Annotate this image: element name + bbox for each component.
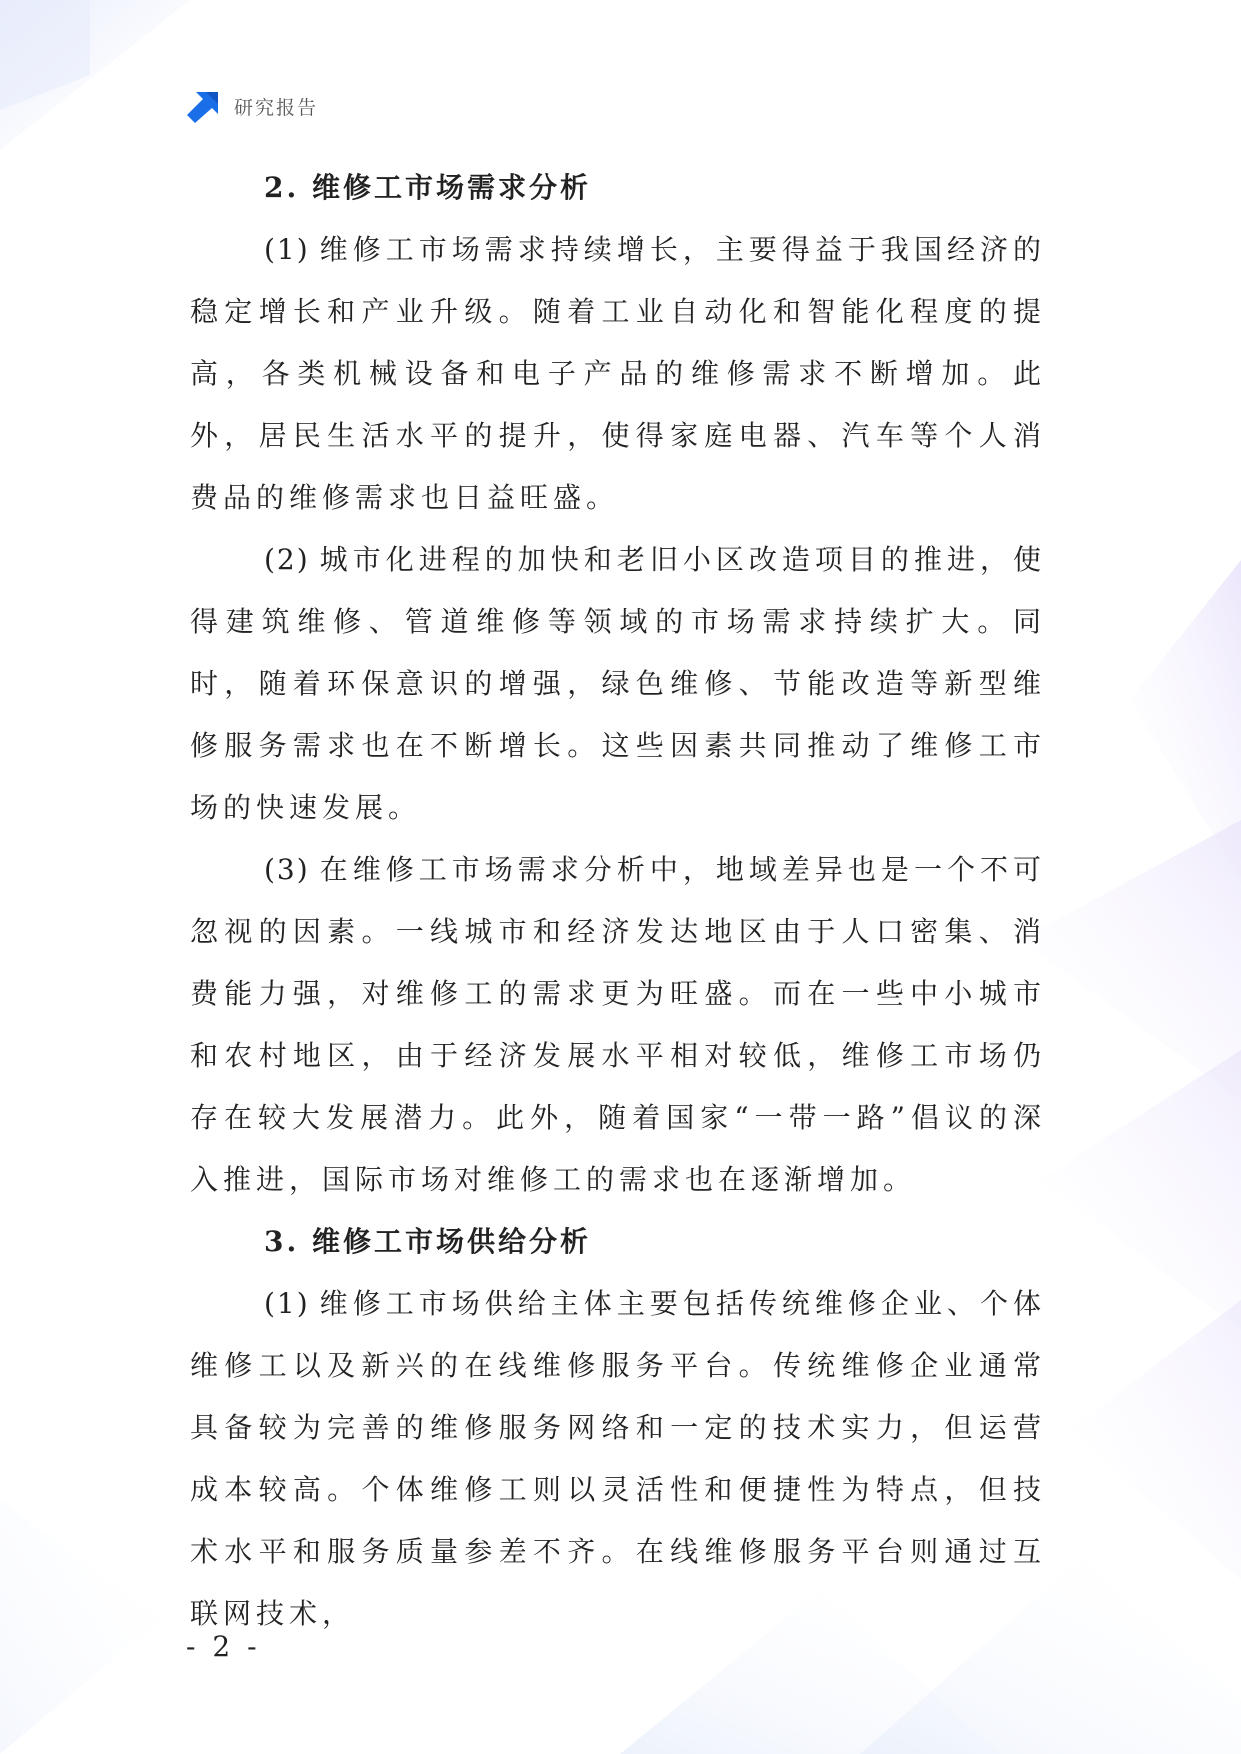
arrow-up-right-icon	[186, 88, 222, 124]
paragraph-text: 维修工市场需求持续增长，主要得益于我国经济的稳定增长和产业升级。随着工业自动化和智能化程度的提高，各类机械设备和电子产品的维修需求不断增加。此外，居民生活水平的提升，使得家庭电器、汽车等个人消费品的维修需求也日益旺盛。	[190, 233, 1046, 514]
section-heading: 3. 维修工市场供给分析	[264, 1225, 591, 1258]
section-heading: 2. 维修工市场需求分析	[264, 171, 591, 204]
paragraph	[190, 529, 1046, 839]
paragraph-number: (3)	[264, 853, 310, 886]
paragraph	[190, 839, 1046, 1211]
paragraph-text: 城市化进程的加快和老旧小区改造项目的推进，使得建筑维修、管道维修等领域的市场需求持续扩大。同时，随着环保意识的增强，绿色维修、节能改造等新型维修服务需求也在不断增长。这些因素共同推动了维修工市场的快速发展。	[190, 543, 1046, 824]
page-header	[186, 88, 318, 124]
paragraph	[190, 219, 1046, 529]
page-number: - 2 -	[186, 1630, 261, 1663]
report-body	[190, 157, 1046, 1645]
paragraph-text: 维修工市场供给主体主要包括传统维修企业、个体维修工以及新兴的在线维修服务平台。传统维修企业通常具备较为完善的维修服务网络和一定的技术实力，但运营成本较高。个体维修工则以灵活性和便捷性为特点，但技术水平和服务质量参差不齐。在线维修服务平台则通过互联网技术，	[190, 1287, 1046, 1630]
paragraph	[190, 1273, 1046, 1645]
paragraph-number: (1)	[264, 1287, 310, 1320]
paragraph-number: (2)	[264, 543, 310, 576]
paragraph-text: 在维修工市场需求分析中，地域差异也是一个不可忽视的因素。一线城市和经济发达地区由于人口密集、消费能力强，对维修工的需求更为旺盛。而在一些中小城市和农村地区，由于经济发展水平相对较低，维修工市场仍存在较大发展潜力。此外，随着国家“一带一路”倡议的深入推进，国际市场对维修工的需求也在逐渐增加。	[190, 853, 1046, 1196]
header-title: 研究报告	[234, 96, 319, 119]
paragraph-number: (1)	[264, 233, 310, 266]
